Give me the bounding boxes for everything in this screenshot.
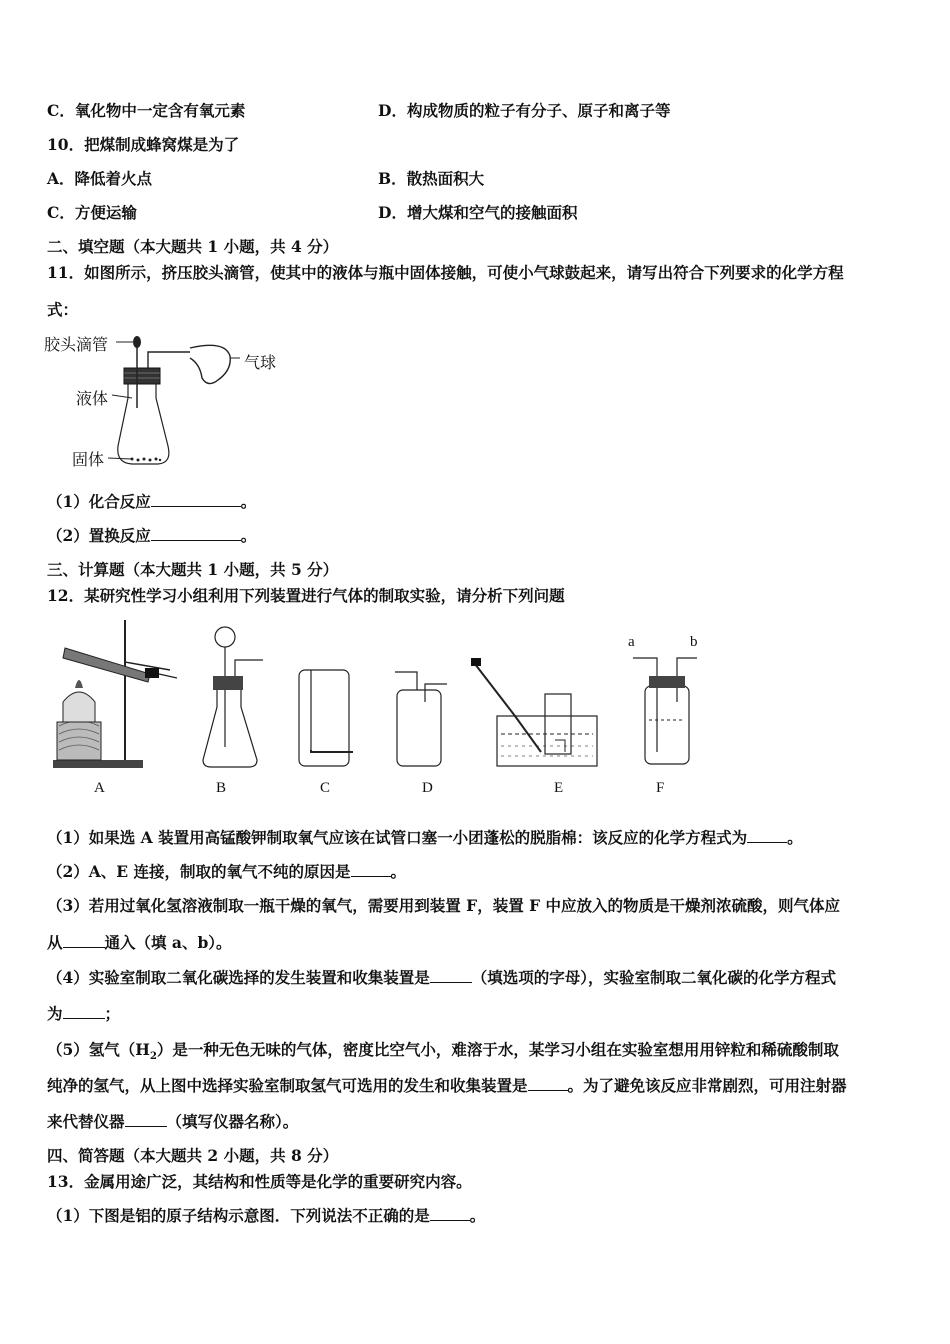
q11-part1: （1）化合反应 。 bbox=[47, 492, 257, 511]
q11-part2: （2）置换反应 。 bbox=[47, 526, 257, 545]
q10-option-a: A．降低着火点 bbox=[47, 169, 153, 188]
label-balloon: 气球 bbox=[244, 353, 277, 372]
label-f-a: a bbox=[628, 634, 635, 650]
apparatus-d bbox=[395, 672, 447, 766]
q12-stem: 12．某研究性学习小组利用下列装置进行气体的制取实验，请分析下列问题 bbox=[47, 586, 565, 605]
section-3-title: 三、计算题（本大题共 1 小题，共 5 分） bbox=[47, 560, 339, 579]
q12-part1: （1）如果选 A 装置用高锰酸钾制取氧气应该在试管口塞一小团蓬松的脱脂棉：该反应的化学方程式为 。 bbox=[47, 828, 803, 847]
q12-part5-line3: 来代替仪器 （填写仪器名称）。 bbox=[47, 1112, 299, 1131]
apparatus-f bbox=[633, 658, 697, 764]
q12-part5-line1: （5）氢气$(H_2)$是一种无色无味的气体，密度比空气小，难溶于水，某学习小组在实验室想用用锌粒和稀硫酸制取 bbox=[47, 1040, 839, 1063]
section-2-title: 二、填空题（本大题共 1 小题，共 4 分） bbox=[47, 237, 339, 256]
apparatus-a bbox=[53, 620, 177, 768]
q13-stem: 13．金属用途广泛，其结构和性质等是化学的重要研究内容。 bbox=[47, 1172, 472, 1191]
q11-stem-line2: 式： bbox=[47, 300, 79, 319]
label-f-b: b bbox=[690, 634, 698, 650]
q9-option-d: D．构成物质的粒子有分子、原子和离子等 bbox=[378, 101, 671, 120]
q12-part3-line2: 从 通入（填 a、b）。 bbox=[47, 933, 232, 952]
apparatus-c bbox=[299, 670, 353, 766]
q11-stem-line1: 11．如图所示，挤压胶头滴管，使其中的液体与瓶中固体接触，可使小气球鼓起来，请写出符合下列要求的化学方程 bbox=[47, 263, 844, 282]
q12-part2: （2）A、E 连接，制取的氧气不纯的原因是 。 bbox=[47, 862, 407, 881]
q10-option-b: B．散热面积大 bbox=[378, 169, 485, 188]
apparatus-e bbox=[471, 658, 597, 766]
label-dropper: 胶头滴管 bbox=[44, 335, 109, 354]
label-d: D bbox=[422, 780, 433, 796]
label-a: A bbox=[94, 780, 105, 796]
label-solid: 固体 bbox=[72, 450, 105, 469]
q12-apparatus-figure bbox=[45, 612, 725, 780]
label-f: F bbox=[656, 780, 665, 796]
apparatus-b bbox=[203, 627, 263, 767]
q10-option-d: D．增大煤和空气的接触面积 bbox=[378, 203, 578, 222]
q12-part4-line2: 为 ； bbox=[47, 1004, 121, 1023]
label-c: C bbox=[320, 780, 331, 796]
q9-option-c: C．氧化物中一定含有氧元素 bbox=[47, 101, 246, 120]
label-liquid: 液体 bbox=[76, 389, 109, 408]
section-4-title: 四、简答题（本大题共 2 小题，共 8 分） bbox=[47, 1146, 339, 1165]
q13-part1: （1）下图是铝的原子结构示意图．下列说法不正确的是 。 bbox=[47, 1206, 486, 1225]
q10-option-c: C．方便运输 bbox=[47, 203, 137, 222]
q12-part5-line2: 纯净的氢气，从上图中选择实验室制取氢气可选用的发生和收集装置是 。为了避免该反应非常剧烈，可用注射器 bbox=[47, 1076, 847, 1095]
label-e: E bbox=[554, 780, 564, 796]
q12-part3-line1: （3）若用过氧化氢溶液制取一瓶干燥的氧气，需要用到装置 F，装置 F 中应放入的物质是干燥剂浓硫酸，则气体应 bbox=[47, 896, 840, 915]
q10-stem: 10．把煤制成蜂窝煤是为了 bbox=[47, 135, 240, 154]
label-b: B bbox=[216, 780, 227, 796]
q12-part4-line1: （4）实验室制取二氧化碳选择的发生装置和收集装置是 （填选项的字母），实验室制取二氧化碳的化学方程式 bbox=[47, 968, 837, 987]
